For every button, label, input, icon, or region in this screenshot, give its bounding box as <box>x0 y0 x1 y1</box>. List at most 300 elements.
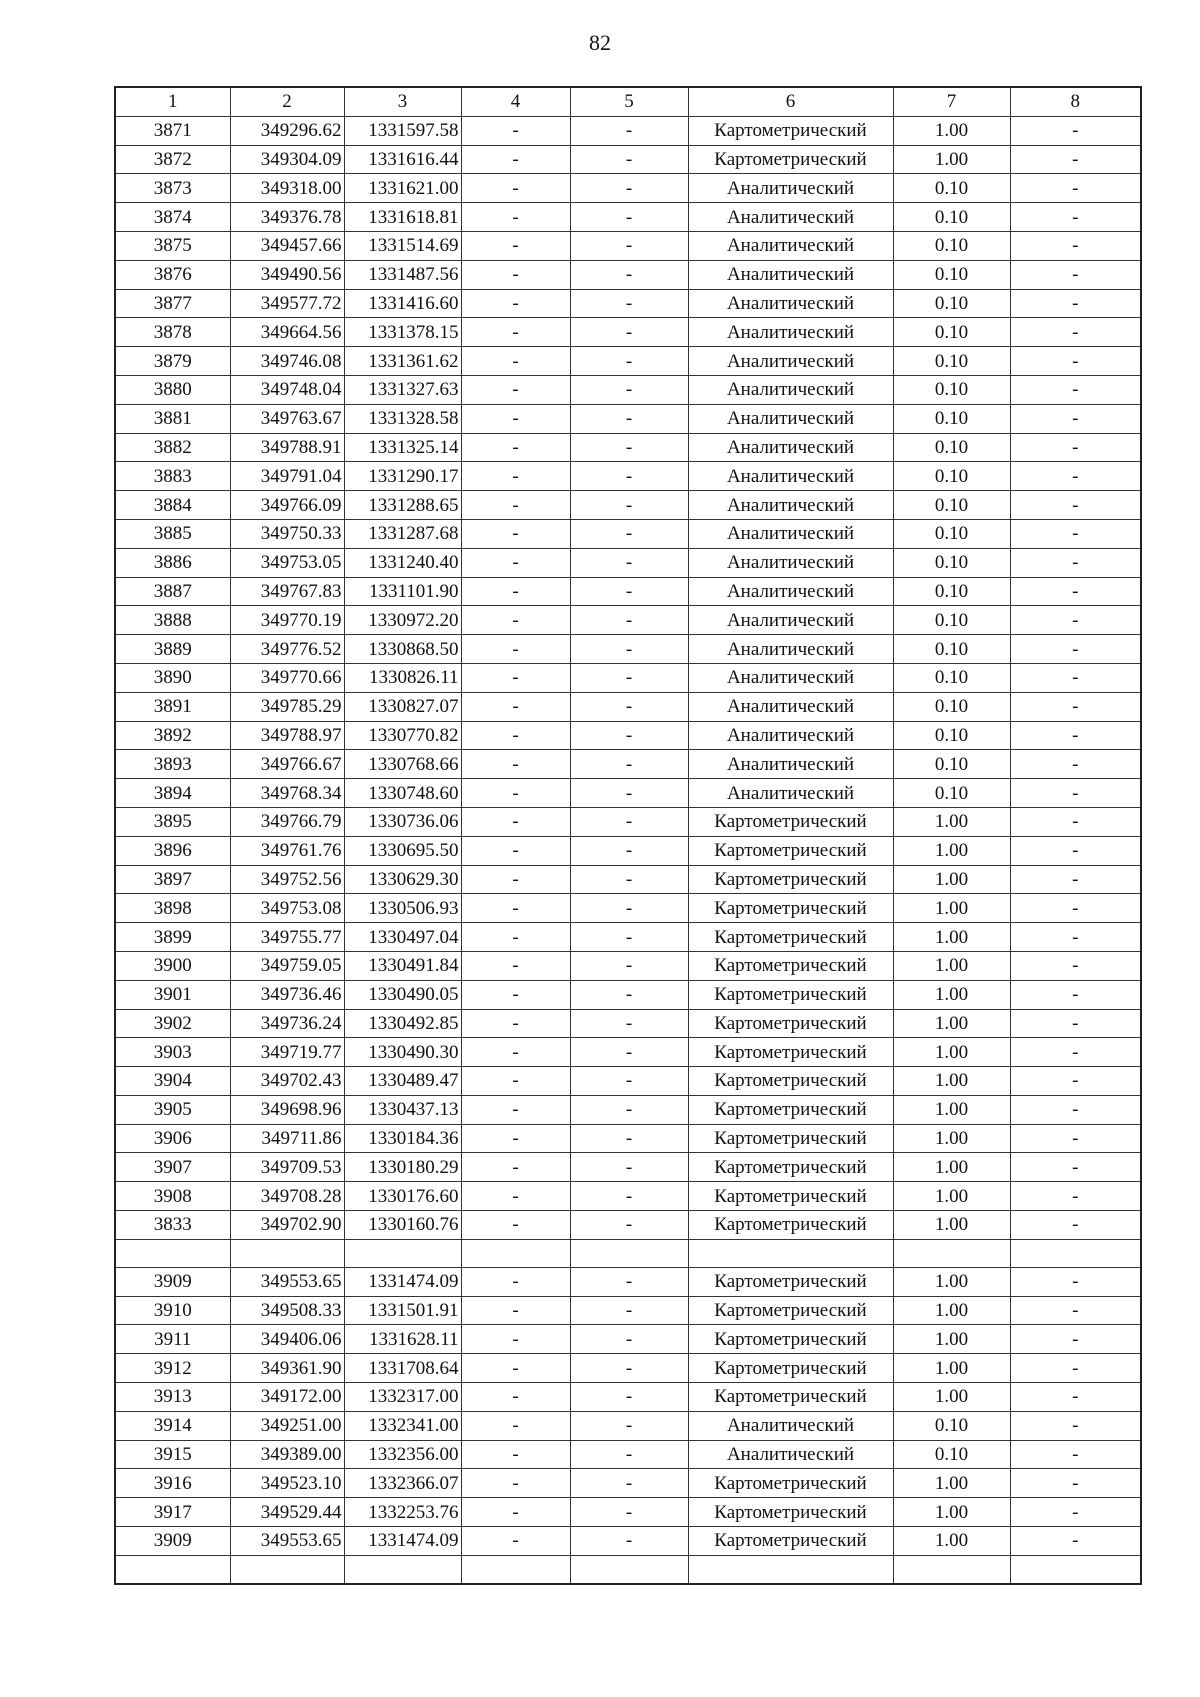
table-cell: - <box>1010 750 1141 779</box>
table-cell: 1331621.00 <box>344 174 461 203</box>
table-cell: 1331328.58 <box>344 404 461 433</box>
table-cell: 349296.62 <box>230 116 344 145</box>
table-row <box>115 1411 1141 1440</box>
table-cell: 349304.09 <box>230 145 344 174</box>
table-cell: 1330972.20 <box>344 606 461 635</box>
table-cell: - <box>570 577 688 606</box>
table-cell: Аналитический <box>688 779 893 808</box>
table-row <box>115 1067 1141 1096</box>
table-cell: 1331361.62 <box>344 347 461 376</box>
table-cell: - <box>1010 1354 1141 1383</box>
table-cell: 1330180.29 <box>344 1153 461 1182</box>
table-cell: 349766.67 <box>230 750 344 779</box>
table-cell: Картометрический <box>688 894 893 923</box>
table-cell: - <box>461 231 570 260</box>
table-cell: 349577.72 <box>230 289 344 318</box>
column-header: 7 <box>893 87 1010 116</box>
table-cell: 3917 <box>115 1498 230 1527</box>
table-cell: 349752.56 <box>230 865 344 894</box>
table-cell: 349523.10 <box>230 1469 344 1498</box>
table-row <box>115 491 1141 520</box>
table-cell: 0.10 <box>893 606 1010 635</box>
table-cell: - <box>461 663 570 692</box>
table-cell: 3899 <box>115 923 230 952</box>
table-cell: 1331325.14 <box>344 433 461 462</box>
table-cell: - <box>461 1182 570 1211</box>
table-cell: 3892 <box>115 721 230 750</box>
table-cell: 3911 <box>115 1325 230 1354</box>
table-row <box>115 462 1141 491</box>
table-cell: Картометрический <box>688 951 893 980</box>
table-cell: 1.00 <box>893 1498 1010 1527</box>
table-cell: 349763.67 <box>230 404 344 433</box>
table-cell: - <box>1010 635 1141 664</box>
table-cell: Аналитический <box>688 203 893 232</box>
table-cell: 1332356.00 <box>344 1440 461 1469</box>
empty-cell <box>893 1239 1010 1267</box>
table-cell: 3895 <box>115 807 230 836</box>
table-cell: 3901 <box>115 980 230 1009</box>
coordinates-table <box>114 86 1142 1585</box>
table-cell: Аналитический <box>688 318 893 347</box>
empty-cell <box>570 1555 688 1584</box>
table-cell: 3898 <box>115 894 230 923</box>
table-cell: - <box>461 1009 570 1038</box>
table-cell: - <box>570 1383 688 1412</box>
table-row <box>115 836 1141 865</box>
table-cell: 1.00 <box>893 1267 1010 1296</box>
column-header: 2 <box>230 87 344 116</box>
table-row <box>115 1153 1141 1182</box>
table-cell: - <box>1010 1440 1141 1469</box>
table-cell: - <box>461 1153 570 1182</box>
table-cell: - <box>461 519 570 548</box>
table-cell: - <box>1010 836 1141 865</box>
table-cell: 3876 <box>115 260 230 289</box>
separator-row <box>115 1555 1141 1584</box>
column-header: 3 <box>344 87 461 116</box>
table-cell: - <box>461 1067 570 1096</box>
table-cell: - <box>570 1067 688 1096</box>
table-cell: - <box>570 347 688 376</box>
table-cell: - <box>1010 779 1141 808</box>
table-cell: - <box>461 980 570 1009</box>
table-cell: Аналитический <box>688 606 893 635</box>
table-cell: Аналитический <box>688 289 893 318</box>
table-cell: - <box>570 606 688 635</box>
table-cell: 1331514.69 <box>344 231 461 260</box>
table-cell: 1.00 <box>893 1182 1010 1211</box>
table-row <box>115 865 1141 894</box>
table-cell: - <box>461 807 570 836</box>
empty-cell <box>461 1239 570 1267</box>
table-cell: - <box>1010 1498 1141 1527</box>
table-cell: 0.10 <box>893 203 1010 232</box>
table-cell: - <box>570 1411 688 1440</box>
table-cell: 1331708.64 <box>344 1354 461 1383</box>
table-cell: - <box>570 375 688 404</box>
table-cell: 1330736.06 <box>344 807 461 836</box>
table-cell: - <box>461 1469 570 1498</box>
table-cell: 349172.00 <box>230 1383 344 1412</box>
table-row <box>115 289 1141 318</box>
table-cell: 1330490.05 <box>344 980 461 1009</box>
table-cell: 0.10 <box>893 663 1010 692</box>
column-header: 1 <box>115 87 230 116</box>
table-cell: 1.00 <box>893 1325 1010 1354</box>
table-cell: 349318.00 <box>230 174 344 203</box>
header-row <box>115 87 1141 116</box>
table-cell: - <box>570 462 688 491</box>
table-cell: 349750.33 <box>230 519 344 548</box>
table-cell: - <box>461 923 570 952</box>
table-cell: 3884 <box>115 491 230 520</box>
table-cell: 1.00 <box>893 1469 1010 1498</box>
table-cell: - <box>461 692 570 721</box>
table-cell: - <box>570 951 688 980</box>
table-cell: 349753.05 <box>230 548 344 577</box>
table-cell: - <box>1010 404 1141 433</box>
table-cell: - <box>1010 145 1141 174</box>
table-cell: Картометрический <box>688 1211 893 1240</box>
table-cell: - <box>461 1211 570 1240</box>
table-cell: 0.10 <box>893 548 1010 577</box>
table-cell: - <box>461 1354 570 1383</box>
table-cell: 1330770.82 <box>344 721 461 750</box>
table-cell: - <box>1010 923 1141 952</box>
table-cell: Аналитический <box>688 519 893 548</box>
table-cell: 3910 <box>115 1296 230 1325</box>
table-cell: 3912 <box>115 1354 230 1383</box>
table-cell: - <box>461 1498 570 1527</box>
table-cell: - <box>570 1124 688 1153</box>
table-row <box>115 375 1141 404</box>
table-cell: 1.00 <box>893 1296 1010 1325</box>
table-cell: 0.10 <box>893 404 1010 433</box>
table-cell: 349406.06 <box>230 1325 344 1354</box>
table-cell: Картометрический <box>688 1383 893 1412</box>
table-cell: - <box>570 289 688 318</box>
table-cell: - <box>461 260 570 289</box>
table-cell: 349389.00 <box>230 1440 344 1469</box>
table-cell: - <box>1010 1411 1141 1440</box>
table-cell: 349736.24 <box>230 1009 344 1038</box>
table-row <box>115 1296 1141 1325</box>
table-cell: Аналитический <box>688 404 893 433</box>
table-cell: 349746.08 <box>230 347 344 376</box>
table-cell: - <box>1010 116 1141 145</box>
table-cell: Аналитический <box>688 1411 893 1440</box>
table-cell: 3880 <box>115 375 230 404</box>
table-cell: Картометрический <box>688 1527 893 1556</box>
table-cell: 1.00 <box>893 1095 1010 1124</box>
table-cell: - <box>570 1296 688 1325</box>
table-cell: Картометрический <box>688 1182 893 1211</box>
empty-cell <box>461 1555 570 1584</box>
table-cell: 1331474.09 <box>344 1267 461 1296</box>
table-cell: 1.00 <box>893 951 1010 980</box>
table-cell: 1331597.58 <box>344 116 461 145</box>
table-cell: Картометрический <box>688 836 893 865</box>
table-cell: 3882 <box>115 433 230 462</box>
separator-row <box>115 1239 1141 1267</box>
table-cell: - <box>1010 1383 1141 1412</box>
table-cell: - <box>461 548 570 577</box>
table-row <box>115 663 1141 692</box>
table-row <box>115 1267 1141 1296</box>
table-cell: Аналитический <box>688 433 893 462</box>
table-cell: - <box>570 203 688 232</box>
table-cell: - <box>461 836 570 865</box>
table-cell: 1330506.93 <box>344 894 461 923</box>
table-cell: 349709.53 <box>230 1153 344 1182</box>
table-cell: - <box>1010 347 1141 376</box>
table-cell: 3909 <box>115 1267 230 1296</box>
table-row <box>115 635 1141 664</box>
table-cell: 1.00 <box>893 1354 1010 1383</box>
table-cell: - <box>1010 462 1141 491</box>
empty-cell <box>230 1239 344 1267</box>
page-number: 82 <box>589 30 611 55</box>
table-cell: 3890 <box>115 663 230 692</box>
table-cell: 3891 <box>115 692 230 721</box>
table-cell: 1.00 <box>893 1009 1010 1038</box>
table-cell: 3878 <box>115 318 230 347</box>
table-cell: 1331616.44 <box>344 145 461 174</box>
table-cell: 3886 <box>115 548 230 577</box>
table-cell: Картометрический <box>688 1009 893 1038</box>
table-cell: 1331618.81 <box>344 203 461 232</box>
table-cell: - <box>570 491 688 520</box>
table-row <box>115 145 1141 174</box>
table-cell: - <box>461 145 570 174</box>
empty-cell <box>344 1555 461 1584</box>
table-cell: - <box>1010 606 1141 635</box>
table-cell: Аналитический <box>688 174 893 203</box>
table-cell: - <box>1010 318 1141 347</box>
table-cell: - <box>1010 433 1141 462</box>
table-cell: Аналитический <box>688 491 893 520</box>
table-row <box>115 318 1141 347</box>
table-cell: - <box>1010 865 1141 894</box>
table-cell: - <box>1010 548 1141 577</box>
table-row <box>115 951 1141 980</box>
table-cell: 349711.86 <box>230 1124 344 1153</box>
table-row <box>115 1182 1141 1211</box>
table-cell: 349553.65 <box>230 1267 344 1296</box>
table-cell: 1331327.63 <box>344 375 461 404</box>
table-cell: - <box>1010 577 1141 606</box>
table-cell: - <box>461 203 570 232</box>
table-cell: 1330437.13 <box>344 1095 461 1124</box>
table-cell: 0.10 <box>893 491 1010 520</box>
table-cell: - <box>461 289 570 318</box>
table-cell: 1.00 <box>893 1038 1010 1067</box>
table-cell: Картометрический <box>688 1469 893 1498</box>
table-row <box>115 1009 1141 1038</box>
table-cell: - <box>570 1182 688 1211</box>
table-cell: 3893 <box>115 750 230 779</box>
table-cell: Картометрический <box>688 1325 893 1354</box>
table-row <box>115 606 1141 635</box>
table-row <box>115 347 1141 376</box>
table-cell: 3900 <box>115 951 230 980</box>
table-cell: 349457.66 <box>230 231 344 260</box>
table-cell: Аналитический <box>688 663 893 692</box>
table-cell: 3872 <box>115 145 230 174</box>
table-cell: 0.10 <box>893 635 1010 664</box>
table-cell: - <box>570 433 688 462</box>
table-cell: 349766.09 <box>230 491 344 520</box>
table-cell: 1330184.36 <box>344 1124 461 1153</box>
table-cell: 349719.77 <box>230 1038 344 1067</box>
table-cell: 3877 <box>115 289 230 318</box>
table-cell: 349698.96 <box>230 1095 344 1124</box>
table-cell: - <box>570 318 688 347</box>
table-cell: - <box>570 894 688 923</box>
table-cell: 1332317.00 <box>344 1383 461 1412</box>
column-header: 4 <box>461 87 570 116</box>
table-cell: 349770.19 <box>230 606 344 635</box>
table-cell: 3896 <box>115 836 230 865</box>
table-row <box>115 1325 1141 1354</box>
table-cell: - <box>570 231 688 260</box>
table-cell: - <box>570 1153 688 1182</box>
column-header: 6 <box>688 87 893 116</box>
table-cell: 349776.52 <box>230 635 344 664</box>
table-cell: 0.10 <box>893 260 1010 289</box>
table-row <box>115 433 1141 462</box>
table-cell: - <box>1010 807 1141 836</box>
table-cell: 1.00 <box>893 865 1010 894</box>
table-cell: 3833 <box>115 1211 230 1240</box>
table-cell: Картометрический <box>688 116 893 145</box>
table-row <box>115 923 1141 952</box>
empty-cell <box>1010 1239 1141 1267</box>
table-cell: Аналитический <box>688 1440 893 1469</box>
table-row <box>115 894 1141 923</box>
table-cell: - <box>570 865 688 894</box>
table-cell: 0.10 <box>893 231 1010 260</box>
table-cell: - <box>1010 980 1141 1009</box>
table-cell: 1330748.60 <box>344 779 461 808</box>
table-cell: Картометрический <box>688 980 893 1009</box>
table-cell: 1.00 <box>893 980 1010 1009</box>
table-cell: 1.00 <box>893 1527 1010 1556</box>
table-cell: 1330768.66 <box>344 750 461 779</box>
table-cell: 1.00 <box>893 1211 1010 1240</box>
table-cell: - <box>461 174 570 203</box>
table-cell: 3908 <box>115 1182 230 1211</box>
table-cell: 349376.78 <box>230 203 344 232</box>
table-cell: - <box>461 1383 570 1412</box>
table-cell: 1330491.84 <box>344 951 461 980</box>
table-row <box>115 1440 1141 1469</box>
table-cell: - <box>461 347 570 376</box>
table-cell: 3887 <box>115 577 230 606</box>
table-cell: - <box>570 721 688 750</box>
table-cell: - <box>1010 1153 1141 1182</box>
table-cell: - <box>570 404 688 433</box>
table-cell: 1331628.11 <box>344 1325 461 1354</box>
table-cell: - <box>461 1527 570 1556</box>
table-cell: 349788.91 <box>230 433 344 462</box>
table-cell: 349508.33 <box>230 1296 344 1325</box>
table-cell: 0.10 <box>893 519 1010 548</box>
table-cell: - <box>461 951 570 980</box>
table-cell: 0.10 <box>893 1411 1010 1440</box>
table-cell: - <box>1010 174 1141 203</box>
table-cell: - <box>570 1354 688 1383</box>
table-cell: 1330492.85 <box>344 1009 461 1038</box>
table-cell: - <box>570 635 688 664</box>
table-cell: 3874 <box>115 203 230 232</box>
table-cell: Картометрический <box>688 923 893 952</box>
table-row <box>115 1354 1141 1383</box>
empty-cell <box>115 1239 230 1267</box>
table-cell: Картометрический <box>688 1354 893 1383</box>
table-row <box>115 980 1141 1009</box>
table-row <box>115 1124 1141 1153</box>
table-cell: Аналитический <box>688 347 893 376</box>
table-cell: - <box>570 116 688 145</box>
table-cell: Аналитический <box>688 462 893 491</box>
table-cell: - <box>461 606 570 635</box>
table-cell: - <box>1010 1009 1141 1038</box>
empty-cell <box>1010 1555 1141 1584</box>
table-cell: Аналитический <box>688 260 893 289</box>
table-cell: 3889 <box>115 635 230 664</box>
table-cell: - <box>1010 1267 1141 1296</box>
table-cell: - <box>570 1440 688 1469</box>
table-cell: - <box>1010 894 1141 923</box>
table-cell: 1330827.07 <box>344 692 461 721</box>
table-cell: 1331240.40 <box>344 548 461 577</box>
table-cell: 0.10 <box>893 692 1010 721</box>
table-row <box>115 721 1141 750</box>
table-cell: 0.10 <box>893 347 1010 376</box>
table-cell: 1.00 <box>893 1067 1010 1096</box>
table-cell: - <box>461 491 570 520</box>
table-row <box>115 231 1141 260</box>
table-cell: Аналитический <box>688 635 893 664</box>
table-cell: - <box>461 1124 570 1153</box>
table-cell: 0.10 <box>893 433 1010 462</box>
table-cell: 1331378.15 <box>344 318 461 347</box>
table-cell: 3873 <box>115 174 230 203</box>
table-cell: 3897 <box>115 865 230 894</box>
empty-cell <box>688 1555 893 1584</box>
table-cell: 1332366.07 <box>344 1469 461 1498</box>
table-cell: 1.00 <box>893 807 1010 836</box>
table-cell: 1330176.60 <box>344 1182 461 1211</box>
table-cell: Картометрический <box>688 1038 893 1067</box>
table-cell: 1.00 <box>893 923 1010 952</box>
table-cell: - <box>570 980 688 1009</box>
table-cell: - <box>461 1296 570 1325</box>
table-cell: Картометрический <box>688 1124 893 1153</box>
table-cell: 1331416.60 <box>344 289 461 318</box>
table-cell: Картометрический <box>688 145 893 174</box>
table-cell: - <box>570 1038 688 1067</box>
table-cell: - <box>1010 1095 1141 1124</box>
table-cell: - <box>570 750 688 779</box>
table-cell: Аналитический <box>688 750 893 779</box>
table-cell: 3894 <box>115 779 230 808</box>
table-cell: 1331487.56 <box>344 260 461 289</box>
empty-cell <box>570 1239 688 1267</box>
table-cell: 349702.90 <box>230 1211 344 1240</box>
